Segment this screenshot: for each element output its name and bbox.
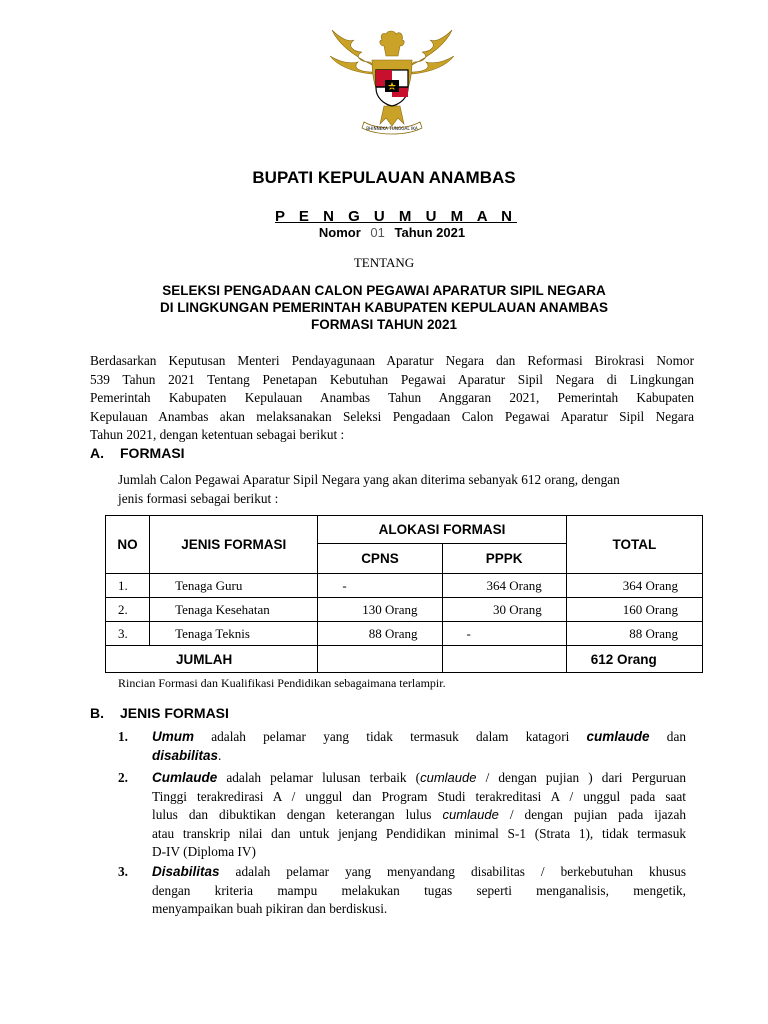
intro-line: 539 Tahun 2021 Tentang Penetapan Kebutuhan Pegawai Aparatur Sipil Negara di Lingkungan	[90, 371, 694, 387]
item-term: cumlaude	[442, 807, 499, 822]
cell-no: 1.	[106, 574, 150, 598]
cell-cpns: 88 Orang	[318, 622, 442, 646]
subject-heading	[0, 282, 768, 333]
item-line	[152, 747, 686, 766]
item-text: / dengan pujian pada ijazah	[498, 807, 686, 822]
garuda-emblem	[324, 26, 460, 138]
section-a-heading	[90, 445, 185, 461]
table-row	[106, 622, 703, 646]
item-text: adalah pelamar lulusan terbaik (	[217, 770, 421, 785]
cell-total: 160 Orang	[566, 598, 702, 622]
header-no: NO	[106, 516, 150, 574]
formation-table	[105, 515, 703, 673]
shield-icon	[376, 70, 408, 106]
intro-line: Tahun 2021, dengan ketentuan sebagai berikut :	[90, 427, 345, 442]
cell-jenis: Tenaga Teknis	[150, 622, 318, 646]
cell-cpns: 130 Orang	[318, 598, 442, 622]
sum-label: JUMLAH	[106, 646, 318, 673]
item-line	[152, 769, 686, 788]
cell-pppk: 30 Orang	[442, 598, 566, 622]
item-number: 1.	[118, 729, 128, 744]
cell-jenis: Tenaga Kesehatan	[150, 598, 318, 622]
number-prefix: Nomor	[318, 225, 361, 240]
sum-total: 612 Orang	[566, 646, 702, 673]
issuer-title: BUPATI KEPULAUAN ANAMBAS	[252, 168, 516, 187]
item-line	[152, 806, 686, 825]
number-year: Tahun 2021	[394, 225, 466, 240]
announcement-heading: P E N G U M U M A N	[275, 208, 517, 225]
table-sum-row	[106, 646, 703, 673]
section-letter: B.	[90, 705, 104, 721]
table-row	[106, 574, 703, 598]
cell-no: 2.	[106, 598, 150, 622]
item-text: lulus dan dibuktikan dengan keterangan lulus	[152, 807, 443, 822]
item-text: adalah pelamar yang menyandang disabilitas / berkebutuhan khusus	[219, 864, 686, 879]
table-row	[106, 598, 703, 622]
item-text: .	[218, 747, 222, 763]
cell-total: 364 Orang	[566, 574, 702, 598]
cell-jenis: Tenaga Guru	[150, 574, 318, 598]
section-a-line: Jumlah Calon Pegawai Aparatur Sipil Negara yang akan diterima sebanyak 612 orang, dengan	[118, 472, 620, 487]
item-line: dengan kriteria mampu melakukan tugas seperti menganalisis, mengetik,	[152, 882, 686, 898]
item-number: 2.	[118, 770, 128, 785]
subject-line: DI LINGKUNGAN PEMERINTAH KABUPATEN KEPULAUAN ANAMBAS	[160, 300, 608, 315]
item-number: 3.	[118, 864, 128, 879]
item-line: atau transkrip nilai dan untuk jenjang Pendidikan minimal S-1 (Strata 1), tidak termasuk	[152, 825, 686, 841]
section-title: JENIS FORMASI	[120, 705, 229, 721]
header-jenis: JENIS FORMASI	[150, 516, 318, 574]
subject-line: SELEKSI PENGADAAN CALON PEGAWAI APARATUR SIPIL NEGARA	[162, 283, 606, 298]
item-line	[152, 863, 686, 882]
item-text: dan	[649, 729, 686, 744]
section-b-heading	[90, 705, 229, 721]
header-total: TOTAL	[566, 516, 702, 574]
svg-text:BHINNEKA TUNGGAL IKA: BHINNEKA TUNGGAL IKA	[366, 126, 418, 131]
number-value: 01	[370, 225, 385, 240]
cell-total: 88 Orang	[566, 622, 702, 646]
header-alokasi: ALOKASI FORMASI	[318, 516, 566, 544]
intro-line: Berdasarkan Keputusan Menteri Pendayagunaan Aparatur Negara dan Reformasi Birokrasi Nomor	[90, 353, 694, 368]
section-a-line: jenis formasi sebagai berikut :	[118, 490, 279, 506]
intro-line: Pemerintah Kabupaten Kepulauan Anambas Tahun Anggaran 2021, Pemerintah Kabupaten	[90, 390, 694, 405]
cell-cpns: -	[318, 574, 442, 598]
item-line: menyampaikan buah pikiran dan berdiskusi.	[152, 901, 388, 916]
cell-no: 3.	[106, 622, 150, 646]
item-term: Umum	[152, 729, 195, 744]
item-term: Disabilitas	[152, 864, 220, 879]
about-label: TENTANG	[353, 255, 415, 270]
item-text: / dengan pujian ) dari Perguruan	[476, 770, 686, 785]
header-cpns: CPNS	[318, 544, 442, 574]
cell-pppk: 364 Orang	[442, 574, 566, 598]
table-note: Rincian Formasi dan Kualifikasi Pendidikan sebagaimana terlampir.	[118, 676, 446, 690]
section-title: FORMASI	[120, 445, 185, 461]
item-text: adalah pelamar yang tidak termasuk dalam katagori	[194, 729, 587, 744]
header-pppk: PPPK	[442, 544, 566, 574]
announcement-number	[8, 225, 768, 240]
item-line	[152, 728, 686, 747]
sum-pppk	[442, 646, 566, 673]
section-a-paragraph	[118, 471, 698, 508]
intro-paragraph	[90, 352, 694, 445]
intro-line: Kepulauan Anambas akan melaksanakan Seleksi Pengadaan Calon Pegawai Aparatur Sipil Negara	[90, 408, 694, 424]
sum-cpns	[318, 646, 442, 673]
subject-line: FORMASI TAHUN 2021	[310, 317, 458, 332]
item-term: cumlaude	[586, 729, 650, 744]
item-term: disabilitas	[152, 747, 219, 763]
item-line: Tinggi terakredirasi A / unggul dan Program Studi terakreditasi A / unggul pada saat	[152, 788, 686, 804]
item-line: D-IV (Diploma IV)	[152, 844, 256, 859]
item-term: cumlaude	[420, 770, 477, 785]
cell-pppk: -	[442, 622, 566, 646]
section-letter: A.	[90, 445, 104, 461]
item-term: Cumlaude	[152, 770, 218, 785]
